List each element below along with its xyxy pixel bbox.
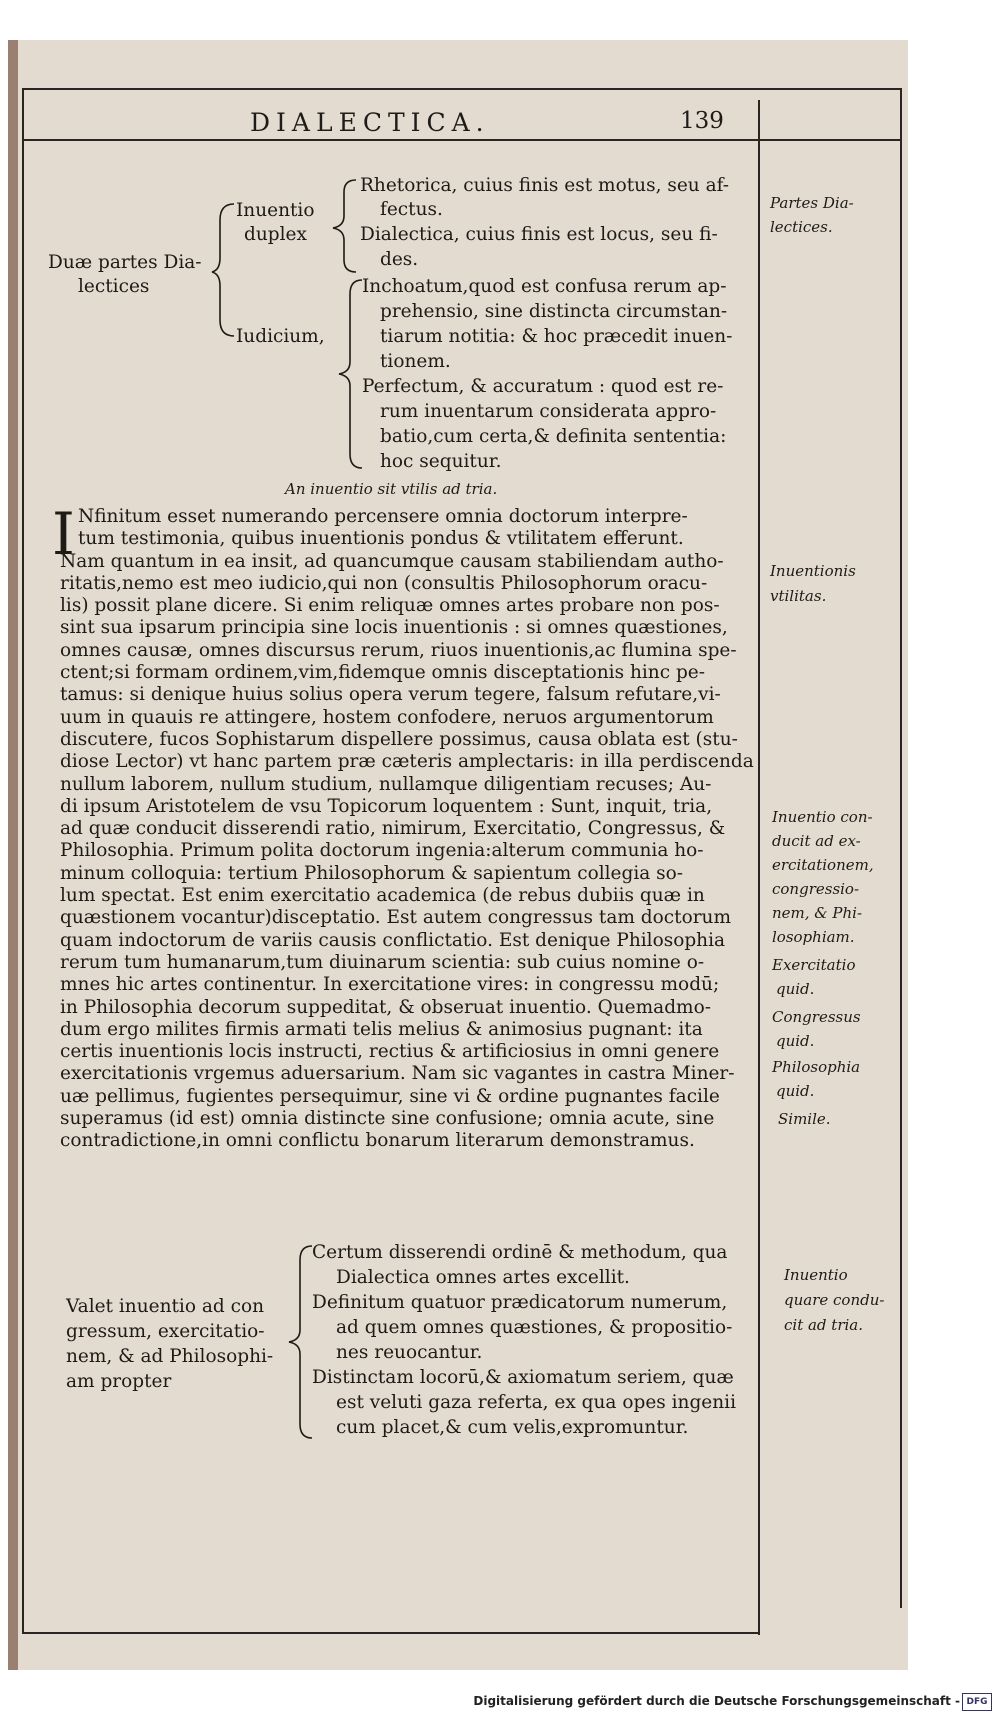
margin-note-line: Inuentio — [784, 1266, 848, 1284]
body-paragraph — [60, 506, 754, 1153]
running-head: DIALECTICA. — [250, 108, 490, 137]
diagram2-root-line: gressum, exercitatio- — [66, 1321, 265, 1342]
margin-note-line: Philosophia — [772, 1058, 861, 1076]
body-line: rerum tum humanarum,tum diuinarum scientia: sub cuius nomine o- — [60, 951, 705, 973]
margin-note-line: Exercitatio — [772, 956, 856, 974]
body-line: Nfinitum esset numerando percensere omnia doctorum interpre- — [78, 506, 688, 527]
diagram2-item: Distinctam locorū,& axiomatum seriem, quæ — [312, 1367, 734, 1388]
body-line: nullum laborem, nullum studium, nullamque diligentiam recuses; Au- — [60, 773, 712, 795]
left-frame-rule — [22, 88, 24, 1633]
diagram2-item: ad quem omnes quæstiones, & propositio- — [336, 1317, 733, 1338]
diagram2-root-line: am propter — [66, 1371, 172, 1392]
body-line: discutere, fucos Sophistarum dispellere possimus, causa oblata est (stu- — [60, 728, 738, 750]
diagram1-branch2-item: rum inuentarum considerata appro- — [380, 401, 717, 422]
footer-text: Digitalisierung gefördert durch die Deutsche Forschungsgemeinschaft - — [473, 1694, 960, 1708]
diagram1-branch2-item: prehensio, sine distincta circumstan- — [380, 301, 728, 322]
top-rule — [22, 88, 902, 90]
body-line: mnes hic artes continentur. In exercitatione vires: in congressu modū; — [60, 974, 720, 996]
drop-cap: I — [52, 500, 75, 568]
margin-note-line: vtilitas. — [770, 587, 827, 605]
diagram1-root-line: Duæ partes Dia- — [48, 252, 202, 273]
body-line: tum testimonia, quibus inuentionis pondus & vtilitatem efferunt. — [78, 528, 684, 550]
body-line: uæ pellimus, fugientes persequimur, sine vi & ordine pugnantes facile — [60, 1085, 720, 1107]
diagram2-item: Dialectica omnes artes excellit. — [336, 1267, 630, 1288]
body-line: in Philosophia decorum suppeditat, & obseruat inuentio. Quemadmo- — [60, 996, 711, 1018]
body-line: sint sua ipsarum principia sine locis inuentionis : si omnes quæstiones, — [60, 617, 728, 639]
diagram1-branch2-item: tionem. — [380, 351, 451, 372]
body-line: superamus (id est) omnia distincte sine confusione; omnia acute, sine — [60, 1108, 715, 1130]
diagram2-item: Certum disserendi ordinē & methodum, qua — [312, 1242, 728, 1263]
diagram1-branch1-item: Dialectica, cuius finis est locus, seu fi- — [360, 224, 718, 245]
margin-note-line: Congressus — [772, 1008, 861, 1026]
digitization-footer — [0, 1690, 1000, 1715]
diagram1-branch2-item: hoc sequitur. — [380, 451, 502, 472]
diagram1-branch2: Iudicium, — [236, 326, 325, 347]
body-line: di ipsum Aristotelem de vsu Topicorum loquentem : Sunt, inquit, tria, — [60, 795, 713, 817]
margin-note-line: losophiam. — [772, 928, 855, 946]
margin-note-line: ducit ad ex- — [772, 832, 861, 850]
body-line: contradictione,in omni conflictu bonarum literarum demonstramus. — [60, 1130, 695, 1152]
diagram1-branch2-item: Perfectum, & accuratum : quod est re- — [362, 376, 724, 397]
margin-note-line: Inuentio con- — [772, 808, 873, 826]
diagram2-brace — [286, 1242, 316, 1442]
right-frame-rule — [900, 88, 902, 1608]
dfg-logo-icon: DFG — [962, 1693, 992, 1711]
body-line: minum colloquia: tertium Philosophorum & sapientum collegia so- — [60, 862, 684, 884]
body-line: dum ergo milites firmis armati telis melius & animosius pugnant: ita — [60, 1018, 703, 1040]
body-line: lum spectat. Est enim exercitatio academica (de rebus dubiis quæ in — [60, 885, 705, 907]
diagram1-branch2-item: Inchoatum,quod est confusa rerum ap- — [362, 276, 727, 297]
margin-note-line: ercitationem, — [772, 856, 874, 874]
diagram1-branch1-line: Inuentio — [236, 200, 315, 221]
body-line: uum in quauis re attingere, hostem confodere, neruos argumentorum — [60, 706, 714, 728]
body-line: ad quæ conducit disserendi ratio, nimirum, Exercitatio, Congressus, & — [60, 818, 726, 840]
margin-note-line: quid. — [776, 1082, 815, 1100]
body-line: diose Lector) vt hanc partem præ cæteris amplectaris: in illa perdiscenda — [60, 751, 754, 773]
diagram1-branch1-item: Rhetorica, cuius finis est motus, seu af- — [360, 175, 730, 196]
section-heading: An inuentio sit vtilis ad tria. — [285, 480, 498, 498]
diagram2-root-line: Valet inuentio ad con — [66, 1296, 265, 1317]
diagram1-branch1-line: duplex — [244, 224, 307, 245]
margin-note-line: nem, & Phi- — [772, 904, 863, 922]
body-line: ctent;si formam ordinem,vim,fidemque omnis disceptationis hinc pe- — [60, 662, 705, 684]
diagram1-branch2-item: tiarum notitia: & hoc præcedit inuen- — [380, 326, 733, 347]
body-line: tamus: si denique huius solius opera verum tegere, falsum refutare,vi- — [60, 684, 721, 706]
margin-note-line: Simile. — [778, 1110, 831, 1128]
body-line: ritatis,nemo est meo iudicio,qui non (consultis Philosophorum oracu- — [60, 572, 708, 594]
margin-note-line: lectices. — [770, 218, 833, 236]
diagram2-item: est veluti gaza referta, ex qua opes ingenii — [336, 1392, 737, 1413]
diagram1-branch2-brace — [336, 276, 366, 472]
body-line: quam indoctorum de variis causis conflictatio. Est denique Philosophia — [60, 929, 726, 951]
bottom-rule — [22, 1632, 760, 1634]
margin-note-line: congressio- — [772, 880, 860, 898]
header-rule — [22, 139, 902, 141]
diagram2-item: Definitum quatuor prædicatorum numerum, — [312, 1292, 728, 1313]
diagram1-root-line: lectices — [78, 276, 150, 297]
body-line: certis inuentionis locis instructi, rectius & artificiosius in omni genere — [60, 1041, 720, 1063]
body-line: Nam quantum in ea insit, ad quancumque causam stabiliendam autho- — [60, 550, 724, 572]
page-number: 139 — [680, 108, 724, 134]
diagram2-item: cum placet,& cum velis,expromuntur. — [336, 1417, 689, 1438]
body-line: exercitationis vrgemus aduersarium. Nam sic vagantes in castra Miner- — [60, 1063, 735, 1085]
diagram1-branch1-item: des. — [380, 249, 419, 270]
diagram1-root-brace — [210, 200, 238, 340]
margin-note-line: quid. — [776, 980, 815, 998]
diagram2-root-line: nem, & ad Philosophi- — [66, 1346, 274, 1367]
margin-note-line: quare condu- — [784, 1291, 885, 1309]
margin-note-line: Partes Dia- — [770, 194, 854, 212]
margin-divider-rule — [758, 100, 760, 1635]
body-line: quæstionem vocantur)disceptatio. Est autem congressus tam doctorum — [60, 907, 732, 929]
margin-note-line: cit ad tria. — [784, 1316, 864, 1334]
body-line: Philosophia. Primum polita doctorum ingenia:alterum communia ho- — [60, 840, 704, 862]
diagram1-branch2-item: batio,cum certa,& definita sententia: — [380, 426, 727, 447]
diagram1-branch1-brace — [330, 176, 360, 276]
diagram2-item: nes reuocantur. — [336, 1342, 483, 1363]
body-line: omnes causæ, omnes discursus rerum, riuos inuentionis,ac flumina spe- — [60, 639, 737, 661]
margin-note-line: quid. — [776, 1032, 815, 1050]
margin-note-line: Inuentionis — [770, 562, 856, 580]
diagram1-branch1-item: fectus. — [380, 199, 443, 220]
body-line: lis) possit plane dicere. Si enim reliquæ omnes artes probare non pos- — [60, 595, 720, 617]
